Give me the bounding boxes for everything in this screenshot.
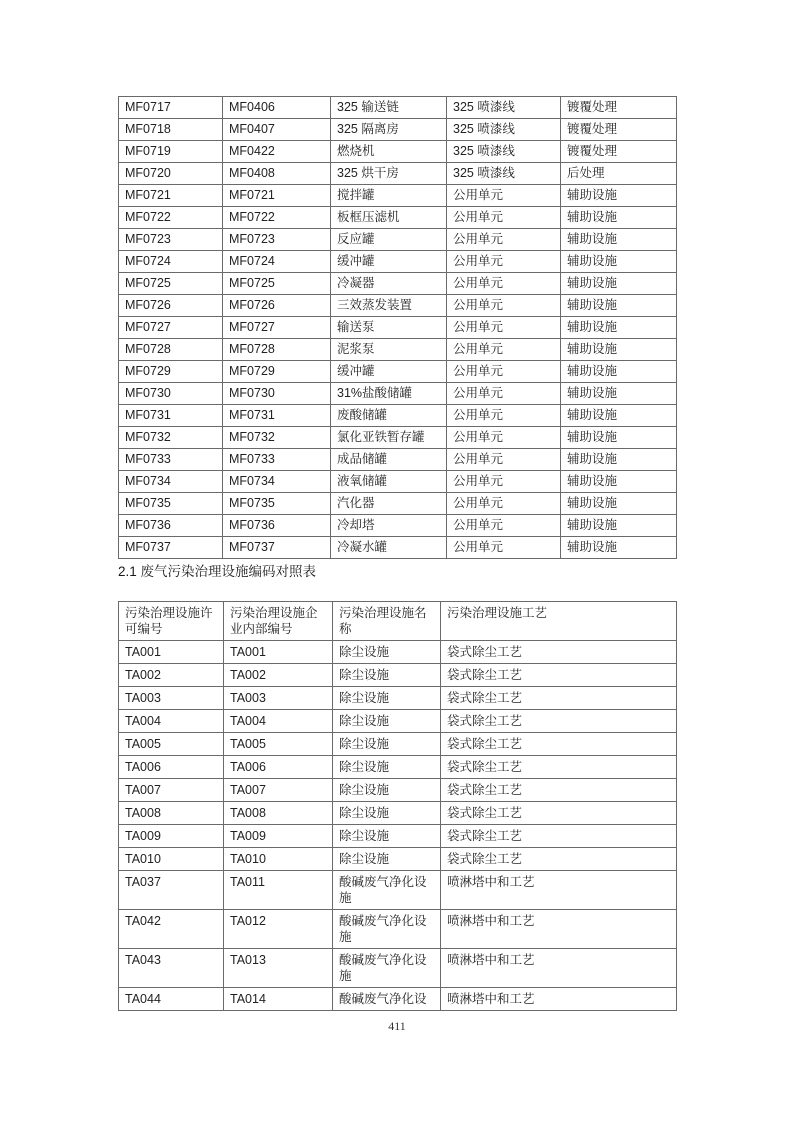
table-cell: 反应罐 bbox=[331, 229, 447, 251]
table-cell: MF0724 bbox=[223, 251, 331, 273]
table-cell: 辅助设施 bbox=[561, 207, 677, 229]
table-cell: TA010 bbox=[224, 848, 333, 871]
table-cell: 除尘设施 bbox=[333, 779, 441, 802]
table-cell: MF0406 bbox=[223, 97, 331, 119]
section-heading: 2.1 废气污染治理设施编码对照表 bbox=[118, 564, 317, 579]
table-row bbox=[119, 756, 677, 779]
table-cell: TA002 bbox=[119, 664, 224, 687]
table-row bbox=[119, 185, 677, 207]
table-row bbox=[119, 449, 677, 471]
table-cell: MF0722 bbox=[223, 207, 331, 229]
table-cell: 氯化亚铁暂存罐 bbox=[331, 427, 447, 449]
table-cell: 公用单元 bbox=[447, 537, 561, 559]
table-cell: 除尘设施 bbox=[333, 664, 441, 687]
table-cell: MF0724 bbox=[119, 251, 223, 273]
table-cell: MF0736 bbox=[119, 515, 223, 537]
table-cell: TA005 bbox=[119, 733, 224, 756]
table-row bbox=[119, 273, 677, 295]
table-cell: MF0723 bbox=[223, 229, 331, 251]
table-cell: 除尘设施 bbox=[333, 802, 441, 825]
table-cell: 冷凝水罐 bbox=[331, 537, 447, 559]
page-number: 411 bbox=[388, 1019, 406, 1033]
table-cell: MF0732 bbox=[223, 427, 331, 449]
treatment-facility-table-body bbox=[119, 641, 677, 1011]
table-cell: TA013 bbox=[224, 949, 333, 988]
table-cell: TA004 bbox=[224, 710, 333, 733]
table-row bbox=[119, 339, 677, 361]
table-cell: 后处理 bbox=[561, 163, 677, 185]
table-cell: 公用单元 bbox=[447, 427, 561, 449]
table-cell: 325 烘干房 bbox=[331, 163, 447, 185]
table-cell: 公用单元 bbox=[447, 185, 561, 207]
table-cell: MF0733 bbox=[223, 449, 331, 471]
table-cell: 镀覆处理 bbox=[561, 119, 677, 141]
table-row bbox=[119, 405, 677, 427]
table-cell: MF0717 bbox=[119, 97, 223, 119]
table-cell: MF0726 bbox=[223, 295, 331, 317]
table-cell: 除尘设施 bbox=[333, 687, 441, 710]
table-cell: TA008 bbox=[224, 802, 333, 825]
table-cell: TA010 bbox=[119, 848, 224, 871]
table-row bbox=[119, 471, 677, 493]
table-cell: 袋式除尘工艺 bbox=[441, 848, 677, 871]
table-cell: 公用单元 bbox=[447, 207, 561, 229]
table-cell: 325 喷漆线 bbox=[447, 97, 561, 119]
table-row bbox=[119, 163, 677, 185]
table-cell: 公用单元 bbox=[447, 251, 561, 273]
table-cell: 袋式除尘工艺 bbox=[441, 802, 677, 825]
table-cell: 除尘设施 bbox=[333, 848, 441, 871]
table-cell: MF0732 bbox=[119, 427, 223, 449]
table-cell: MF0737 bbox=[223, 537, 331, 559]
treatment-facility-table bbox=[118, 601, 677, 1011]
table-cell: 辅助设施 bbox=[561, 471, 677, 493]
column-header-internal-code: 污染治理设施企业内部编号 bbox=[224, 602, 333, 641]
table-cell: TA002 bbox=[224, 664, 333, 687]
table-cell: 缓冲罐 bbox=[331, 361, 447, 383]
table-cell: TA005 bbox=[224, 733, 333, 756]
table-cell: TA007 bbox=[224, 779, 333, 802]
table-cell: 酸碱废气净化设施 bbox=[333, 871, 441, 910]
table-cell: MF0736 bbox=[223, 515, 331, 537]
table-cell: 板框压滤机 bbox=[331, 207, 447, 229]
table-row bbox=[119, 97, 677, 119]
equipment-code-table bbox=[118, 96, 677, 559]
table-cell: 325 输送链 bbox=[331, 97, 447, 119]
table-row bbox=[119, 848, 677, 871]
table-cell: TA003 bbox=[119, 687, 224, 710]
table-cell: 除尘设施 bbox=[333, 733, 441, 756]
column-header-facility-name: 污染治理设施名称 bbox=[333, 602, 441, 641]
table-cell: MF0728 bbox=[223, 339, 331, 361]
table-cell: MF0730 bbox=[223, 383, 331, 405]
table-cell: 公用单元 bbox=[447, 361, 561, 383]
table-cell: 公用单元 bbox=[447, 405, 561, 427]
table-cell: 辅助设施 bbox=[561, 537, 677, 559]
table-cell: TA012 bbox=[224, 910, 333, 949]
table-cell: 镀覆处理 bbox=[561, 141, 677, 163]
table-row bbox=[119, 779, 677, 802]
table-cell: 辅助设施 bbox=[561, 229, 677, 251]
table-cell: 除尘设施 bbox=[333, 825, 441, 848]
table-cell: TA009 bbox=[224, 825, 333, 848]
table-cell: 325 喷漆线 bbox=[447, 141, 561, 163]
table-cell: MF0730 bbox=[119, 383, 223, 405]
table-row bbox=[119, 207, 677, 229]
table-row bbox=[119, 515, 677, 537]
table-cell: MF0727 bbox=[223, 317, 331, 339]
table-cell: TA001 bbox=[224, 641, 333, 664]
table-cell: 325 隔离房 bbox=[331, 119, 447, 141]
table-cell: MF0729 bbox=[223, 361, 331, 383]
table-row bbox=[119, 295, 677, 317]
table-cell: 袋式除尘工艺 bbox=[441, 664, 677, 687]
table-cell: MF0722 bbox=[119, 207, 223, 229]
table-cell: MF0720 bbox=[119, 163, 223, 185]
treatment-facility-table-wrap bbox=[118, 601, 677, 1011]
table-cell: 镀覆处理 bbox=[561, 97, 677, 119]
table-cell: TA006 bbox=[224, 756, 333, 779]
table-cell: MF0733 bbox=[119, 449, 223, 471]
table-cell: 辅助设施 bbox=[561, 383, 677, 405]
table-cell: MF0729 bbox=[119, 361, 223, 383]
table-row bbox=[119, 229, 677, 251]
table-cell: MF0731 bbox=[119, 405, 223, 427]
table-cell: TA037 bbox=[119, 871, 224, 910]
table-row bbox=[119, 802, 677, 825]
table-row bbox=[119, 641, 677, 664]
table-cell: 公用单元 bbox=[447, 229, 561, 251]
table-cell: 辅助设施 bbox=[561, 295, 677, 317]
table-cell: 成品储罐 bbox=[331, 449, 447, 471]
table-cell: MF0721 bbox=[119, 185, 223, 207]
table-header-row bbox=[119, 602, 677, 641]
table-row bbox=[119, 361, 677, 383]
table-row bbox=[119, 825, 677, 848]
table-cell: 公用单元 bbox=[447, 515, 561, 537]
table-cell: 袋式除尘工艺 bbox=[441, 756, 677, 779]
column-header-permit-code: 污染治理设施许可编号 bbox=[119, 602, 224, 641]
table-cell: MF0728 bbox=[119, 339, 223, 361]
table-cell: 325 喷漆线 bbox=[447, 119, 561, 141]
table-cell: TA007 bbox=[119, 779, 224, 802]
table-cell: TA011 bbox=[224, 871, 333, 910]
table-cell: 缓冲罐 bbox=[331, 251, 447, 273]
table-cell: MF0725 bbox=[119, 273, 223, 295]
column-header-process: 污染治理设施工艺 bbox=[441, 602, 677, 641]
table-cell: 除尘设施 bbox=[333, 756, 441, 779]
table-cell: 辅助设施 bbox=[561, 185, 677, 207]
table-cell: 公用单元 bbox=[447, 493, 561, 515]
table-cell: 喷淋塔中和工艺 bbox=[441, 910, 677, 949]
table-cell: MF0734 bbox=[223, 471, 331, 493]
table-cell: 辅助设施 bbox=[561, 493, 677, 515]
table-cell: 酸碱废气净化设 bbox=[333, 988, 441, 1011]
table-cell: MF0721 bbox=[223, 185, 331, 207]
table-cell: TA003 bbox=[224, 687, 333, 710]
table-cell: 公用单元 bbox=[447, 383, 561, 405]
table-cell: 冷却塔 bbox=[331, 515, 447, 537]
table-cell: TA014 bbox=[224, 988, 333, 1011]
table-cell: 辅助设施 bbox=[561, 339, 677, 361]
table-cell: 喷淋塔中和工艺 bbox=[441, 871, 677, 910]
table-cell: MF0422 bbox=[223, 141, 331, 163]
table-cell: TA008 bbox=[119, 802, 224, 825]
table-cell: 燃烧机 bbox=[331, 141, 447, 163]
table-row bbox=[119, 119, 677, 141]
table-cell: 325 喷漆线 bbox=[447, 163, 561, 185]
table-cell: 辅助设施 bbox=[561, 405, 677, 427]
table-cell: 公用单元 bbox=[447, 295, 561, 317]
table-row bbox=[119, 493, 677, 515]
table-cell: 酸碱废气净化设施 bbox=[333, 910, 441, 949]
table-cell: 三效蒸发装置 bbox=[331, 295, 447, 317]
table-cell: MF0737 bbox=[119, 537, 223, 559]
table-cell: 液氧储罐 bbox=[331, 471, 447, 493]
table-cell: 辅助设施 bbox=[561, 317, 677, 339]
table-cell: 辅助设施 bbox=[561, 251, 677, 273]
table-cell: 袋式除尘工艺 bbox=[441, 710, 677, 733]
table-cell: MF0727 bbox=[119, 317, 223, 339]
equipment-code-table-wrap bbox=[118, 96, 677, 559]
table-cell: 袋式除尘工艺 bbox=[441, 779, 677, 802]
table-cell: 喷淋塔中和工艺 bbox=[441, 949, 677, 988]
table-cell: 辅助设施 bbox=[561, 449, 677, 471]
table-cell: TA004 bbox=[119, 710, 224, 733]
table-row bbox=[119, 251, 677, 273]
table-cell: 冷凝器 bbox=[331, 273, 447, 295]
table-cell: 搅拌罐 bbox=[331, 185, 447, 207]
table-cell: MF0723 bbox=[119, 229, 223, 251]
table-cell: TA009 bbox=[119, 825, 224, 848]
table-cell: MF0407 bbox=[223, 119, 331, 141]
table-cell: MF0719 bbox=[119, 141, 223, 163]
table-cell: TA043 bbox=[119, 949, 224, 988]
table-cell: MF0735 bbox=[223, 493, 331, 515]
table-row bbox=[119, 910, 677, 949]
table-cell: 公用单元 bbox=[447, 339, 561, 361]
table-cell: 袋式除尘工艺 bbox=[441, 825, 677, 848]
table-cell: 袋式除尘工艺 bbox=[441, 687, 677, 710]
table-cell: 除尘设施 bbox=[333, 710, 441, 733]
table-cell: 辅助设施 bbox=[561, 515, 677, 537]
equipment-code-table-body bbox=[119, 97, 677, 559]
table-cell: 辅助设施 bbox=[561, 273, 677, 295]
table-cell: 袋式除尘工艺 bbox=[441, 733, 677, 756]
table-cell: 辅助设施 bbox=[561, 427, 677, 449]
table-cell: MF0731 bbox=[223, 405, 331, 427]
table-row bbox=[119, 383, 677, 405]
table-cell: 汽化器 bbox=[331, 493, 447, 515]
table-cell: TA042 bbox=[119, 910, 224, 949]
table-cell: 输送泵 bbox=[331, 317, 447, 339]
table-cell: 喷淋塔中和工艺 bbox=[441, 988, 677, 1011]
table-cell: 31%盐酸储罐 bbox=[331, 383, 447, 405]
table-row bbox=[119, 871, 677, 910]
table-cell: TA001 bbox=[119, 641, 224, 664]
table-cell: MF0718 bbox=[119, 119, 223, 141]
table-cell: MF0734 bbox=[119, 471, 223, 493]
table-row bbox=[119, 427, 677, 449]
table-row bbox=[119, 537, 677, 559]
table-cell: MF0726 bbox=[119, 295, 223, 317]
table-row bbox=[119, 687, 677, 710]
table-cell: MF0725 bbox=[223, 273, 331, 295]
table-row bbox=[119, 664, 677, 687]
table-cell: 公用单元 bbox=[447, 471, 561, 493]
table-cell: 袋式除尘工艺 bbox=[441, 641, 677, 664]
table-cell: 除尘设施 bbox=[333, 641, 441, 664]
table-cell: 公用单元 bbox=[447, 317, 561, 339]
table-cell: TA006 bbox=[119, 756, 224, 779]
table-row bbox=[119, 733, 677, 756]
table-cell: 泥浆泵 bbox=[331, 339, 447, 361]
table-cell: TA044 bbox=[119, 988, 224, 1011]
table-row bbox=[119, 317, 677, 339]
table-row bbox=[119, 988, 677, 1011]
table-cell: 废酸储罐 bbox=[331, 405, 447, 427]
table-row bbox=[119, 710, 677, 733]
table-row bbox=[119, 949, 677, 988]
table-row bbox=[119, 141, 677, 163]
table-cell: MF0735 bbox=[119, 493, 223, 515]
table-cell: 公用单元 bbox=[447, 449, 561, 471]
table-cell: 酸碱废气净化设施 bbox=[333, 949, 441, 988]
table-cell: 公用单元 bbox=[447, 273, 561, 295]
table-cell: 辅助设施 bbox=[561, 361, 677, 383]
table-cell: MF0408 bbox=[223, 163, 331, 185]
